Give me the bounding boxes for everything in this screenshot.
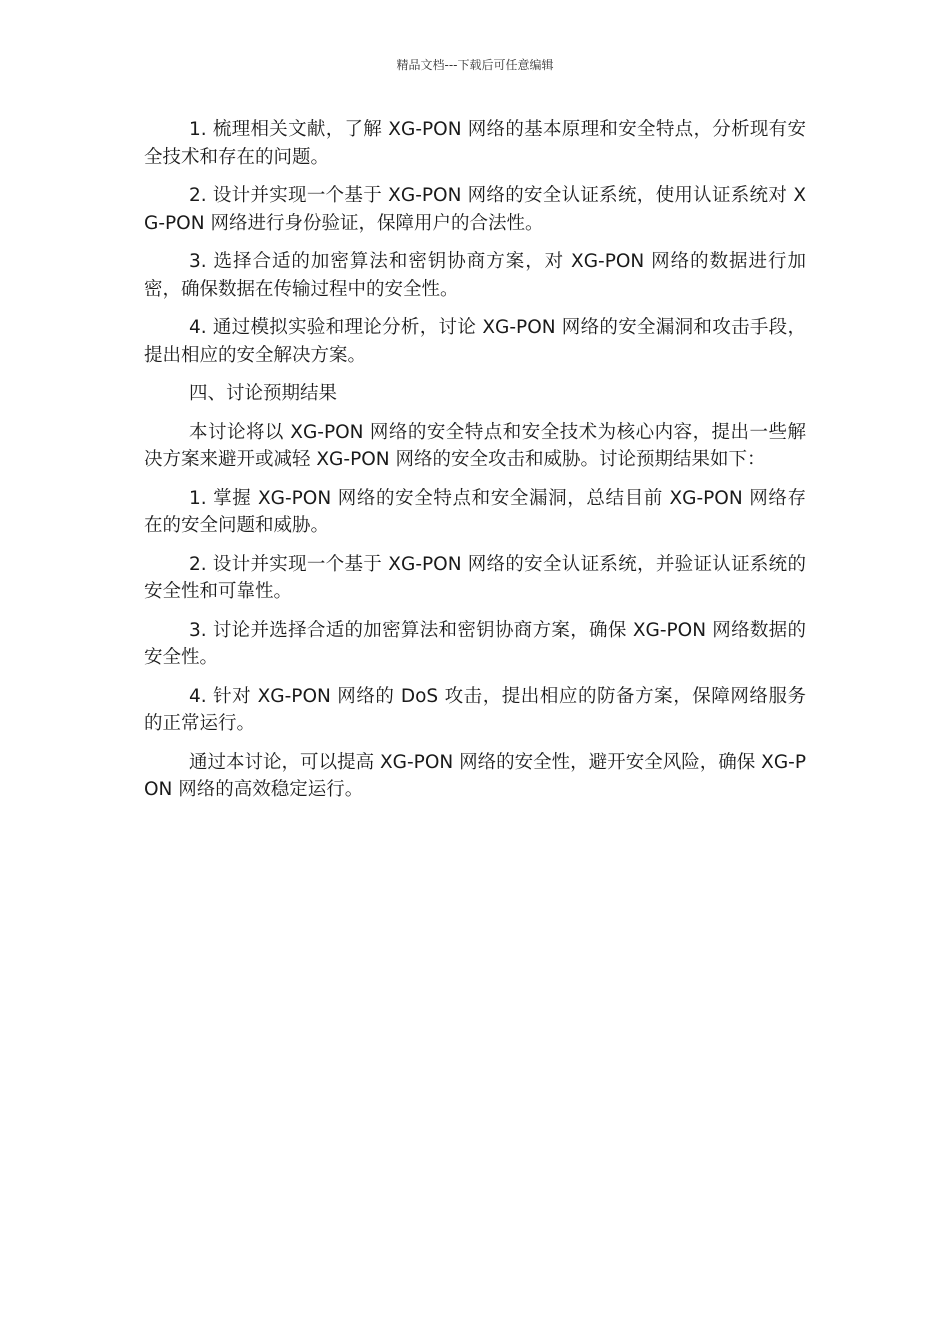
page-header: 精品文档---下载后可任意编辑: [396, 58, 554, 72]
result-item-2: 2. 设计并实现一个基于 XG-PON 网络的安全认证系统，并验证认证系统的安全性和可靠性。: [144, 553, 806, 602]
result-item-3: 3. 讨论并选择合适的加密算法和密钥协商方案，确保 XG-PON 网络数据的安全性。: [144, 619, 806, 668]
document-body: [144, 116, 806, 815]
section-heading: 四、讨论预期结果: [189, 383, 338, 404]
conclusion-paragraph: 通过本讨论，可以提高 XG-PON 网络的安全性，避开安全风险，确保 XG-PON 网络的高效稳定运行。: [144, 751, 806, 800]
section-intro: 本讨论将以 XG-PON 网络的安全特点和安全技术为核心内容，提出一些解决方案来避开或减轻 XG-PON 网络的安全攻击和威胁。讨论预期结果如下：: [144, 421, 806, 470]
objective-item-2: 2. 设计并实现一个基于 XG-PON 网络的安全认证系统，使用认证系统对 XG-PON 网络进行身份验证，保障用户的合法性。: [144, 185, 806, 234]
objective-item-4: 4. 通过模拟实验和理论分析，讨论 XG-PON 网络的安全漏洞和攻击手段，提出相应的安全解决方案。: [144, 317, 806, 366]
objective-item-3: 3. 选择合适的加密算法和密钥协商方案，对 XG-PON 网络的数据进行加密，确保数据在传输过程中的安全性。: [144, 251, 806, 300]
result-item-1: 1. 掌握 XG-PON 网络的安全特点和安全漏洞，总结目前 XG-PON 网络存在的安全问题和威胁。: [144, 487, 806, 536]
objective-item-1: 1. 梳理相关文献，了解 XG-PON 网络的基本原理和安全特点，分析现有安全技术和存在的问题。: [144, 119, 806, 168]
result-item-4: 4. 针对 XG-PON 网络的 DoS 攻击，提出相应的防备方案，保障网络服务的正常运行。: [144, 685, 806, 734]
